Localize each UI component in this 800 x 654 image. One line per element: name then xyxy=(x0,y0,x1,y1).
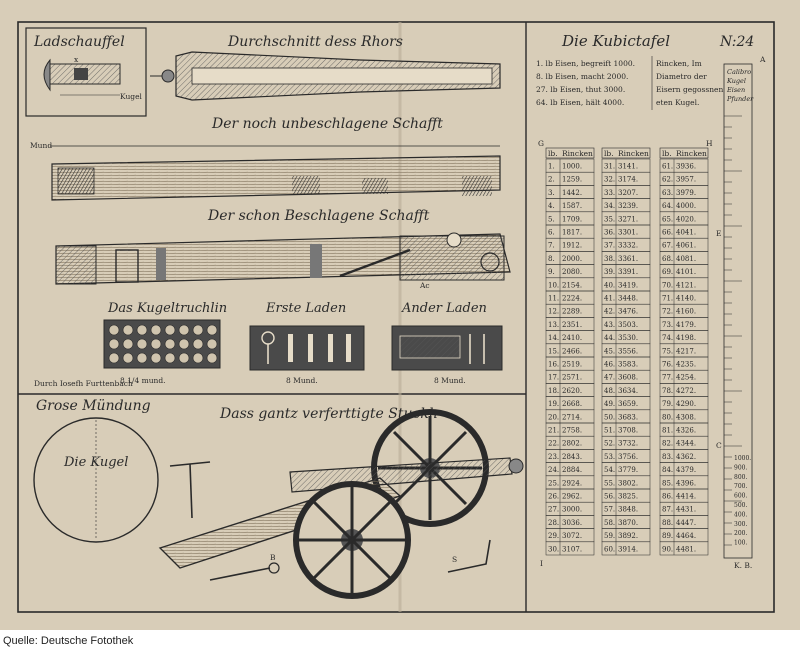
table-weight: 75. xyxy=(662,347,674,356)
intro-line: 1. lb Eisen, begreift 1000. xyxy=(536,59,635,68)
mund-scale-label: Mund xyxy=(30,141,53,150)
table-rincken-value: 3174. xyxy=(618,175,639,184)
shod-stock-drawing xyxy=(56,233,510,284)
table-weight: 81. xyxy=(662,426,674,435)
table-weight: 21. xyxy=(548,426,560,435)
table-rincken-value: 3072. xyxy=(562,532,583,541)
ball-box-drawing xyxy=(104,320,220,368)
table-weight: 30. xyxy=(548,545,560,554)
table-weight: 79. xyxy=(662,400,674,409)
table-weight: 83. xyxy=(662,452,674,461)
intro-right: Eisern gegossnen xyxy=(656,85,724,94)
table-weight: 19. xyxy=(548,400,560,409)
caliber-scale-ticks xyxy=(724,116,751,547)
table-weight: 64. xyxy=(662,202,674,211)
table-weight: 36. xyxy=(604,228,616,237)
table-rincken-value: 2519. xyxy=(562,360,583,369)
scale-value: 200. xyxy=(734,530,748,538)
ball-box-dimension: 8 1/4 mund. xyxy=(120,376,166,385)
table-weight: 18. xyxy=(548,386,560,395)
table-rincken-value: 2884. xyxy=(562,466,583,475)
table-weight: 39. xyxy=(604,268,616,277)
table-weight: 33. xyxy=(604,188,616,197)
plate-number: N:24 xyxy=(720,34,755,50)
table-rincken-value: 3957. xyxy=(676,175,697,184)
table-rincken-value: 4179. xyxy=(676,320,697,329)
intro-line: 27. lb Eisen, thut 3000. xyxy=(536,85,626,94)
table-weight: 37. xyxy=(604,241,616,250)
source-caption: Quelle: Deutsche Fotothek xyxy=(3,635,134,647)
table-rincken-value: 3870. xyxy=(618,518,639,527)
piece-label-b: B xyxy=(270,553,276,562)
table-rincken-value: 2962. xyxy=(562,492,583,501)
table-rincken-value: 3301. xyxy=(618,228,639,237)
table-rincken-value: 3936. xyxy=(676,162,697,171)
table-rincken-value: 4272. xyxy=(676,386,697,395)
table-rincken-value: 3207. xyxy=(618,188,639,197)
table-rincken-value: 4379. xyxy=(676,466,697,475)
table-weight: 5. xyxy=(548,215,555,224)
table-rincken-value: 4431. xyxy=(676,505,697,514)
table-weight: 32. xyxy=(604,175,616,184)
table-rincken-value: 4362. xyxy=(676,452,697,461)
col-header-rinken: Rincken xyxy=(618,149,649,158)
table-rincken-value: 4140. xyxy=(676,294,697,303)
table-rincken-value: 2410. xyxy=(562,334,583,343)
table-rincken-value: 3141. xyxy=(618,162,639,171)
table-weight: 68. xyxy=(662,254,674,263)
table-weight: 86. xyxy=(662,492,674,501)
scale-head-text: Pfunder xyxy=(727,95,754,103)
ball-box-title: Das Kugeltruchlin xyxy=(108,301,228,316)
table-weight: 34. xyxy=(604,202,616,211)
table-rincken-value: 1000. xyxy=(562,162,583,171)
table-weight: 54. xyxy=(604,466,616,475)
scale-value: 100. xyxy=(734,539,748,547)
table-weight: 3. xyxy=(548,188,555,197)
table-weight: 16. xyxy=(548,360,560,369)
caliber-scale-head xyxy=(726,68,754,103)
table-weight: 42. xyxy=(604,307,616,316)
table-rincken-value: 4198. xyxy=(676,334,697,343)
table-rincken-value: 4290. xyxy=(676,400,697,409)
table-weight: 11. xyxy=(548,294,560,303)
table-weight: 58. xyxy=(604,518,616,527)
finished-piece-title: Dass gantz verferttigte Stuckh xyxy=(220,406,438,422)
col-header-rinken: Rincken xyxy=(562,149,593,158)
table-rincken-value: 3239. xyxy=(618,202,639,211)
source-caption-bar xyxy=(0,630,800,654)
table-rincken-value: 3683. xyxy=(618,413,639,422)
scale-value: 700. xyxy=(734,483,748,491)
scale-value: 900. xyxy=(734,464,748,472)
table-rincken-value: 4101. xyxy=(676,268,697,277)
table-rincken-value: 2802. xyxy=(562,439,583,448)
col-header-rinken: Rincken xyxy=(676,149,707,158)
first-drawer-drawing xyxy=(250,326,364,370)
scale-head-text: Calibro xyxy=(727,68,752,76)
table-rincken-value: 4481. xyxy=(676,545,697,554)
table-weight: 73. xyxy=(662,320,674,329)
table-weight: 62. xyxy=(662,175,674,184)
second-drawer-dimension: 8 Mund. xyxy=(434,376,466,385)
table-weight: 4. xyxy=(548,202,555,211)
table-rincken-value: 2758. xyxy=(562,426,583,435)
table-weight: 20. xyxy=(548,413,560,422)
bore-ball-label: Die Kugel xyxy=(64,455,129,470)
second-drawer-title: Ander Laden xyxy=(402,301,487,316)
table-weight: 67. xyxy=(662,241,674,250)
table-weight: 50. xyxy=(604,413,616,422)
table-weight: 59. xyxy=(604,532,616,541)
table-weight: 74. xyxy=(662,334,674,343)
table-rincken-value: 3608. xyxy=(618,373,639,382)
table-rincken-value: 3419. xyxy=(618,281,639,290)
ladschauffel-title: Ladschauffel xyxy=(34,34,125,50)
table-rincken-value: 2620. xyxy=(562,386,583,395)
table-weight: 78. xyxy=(662,386,674,395)
table-letter-e: E xyxy=(716,229,722,238)
table-rincken-value: 4344. xyxy=(676,439,697,448)
table-rincken-value: 2224. xyxy=(562,294,583,303)
table-weight: 77. xyxy=(662,373,674,382)
intro-right: eten Kugel. xyxy=(656,98,700,107)
table-weight: 88. xyxy=(662,518,674,527)
table-letter-i: I xyxy=(540,559,543,568)
table-weight: 1. xyxy=(548,162,555,171)
table-weight: 8. xyxy=(548,254,555,263)
table-rincken-value: 2080. xyxy=(562,268,583,277)
table-rincken-value: 4308. xyxy=(676,413,697,422)
table-weight: 48. xyxy=(604,386,616,395)
first-drawer-dimension: 8 Mund. xyxy=(286,376,318,385)
table-rincken-value: 3583. xyxy=(618,360,639,369)
intro-line: 64. lb Eisen, hält 4000. xyxy=(536,98,625,107)
table-rincken-value: 2000. xyxy=(562,254,583,263)
table-rincken-value: 1587. xyxy=(562,202,583,211)
table-weight: 53. xyxy=(604,452,616,461)
table-rincken-value: 4326. xyxy=(676,426,697,435)
table-letter-h: H xyxy=(706,139,713,148)
table-weight: 22. xyxy=(548,439,560,448)
table-rincken-value: 4121. xyxy=(676,281,697,290)
barrel-section-title: Durchschnitt dess Rhors xyxy=(228,34,403,50)
scale-value: 300. xyxy=(734,520,748,528)
barrel-section-drawing xyxy=(150,52,500,100)
table-rincken-value: 3756. xyxy=(618,452,639,461)
table-weight: 51. xyxy=(604,426,616,435)
table-letter-c: C xyxy=(716,441,722,450)
table-rincken-value: 4217. xyxy=(676,347,697,356)
table-weight: 28. xyxy=(548,518,560,527)
table-weight: 13. xyxy=(548,320,560,329)
table-rincken-value: 2351. xyxy=(562,320,583,329)
table-rincken-value: 1817. xyxy=(562,228,583,237)
table-rincken-value: 3848. xyxy=(618,505,639,514)
table-rincken-value: 1259. xyxy=(562,175,583,184)
col-header-num: lb. xyxy=(548,149,558,158)
table-rincken-value: 3271. xyxy=(618,215,639,224)
piece-label-s: S xyxy=(452,555,458,564)
table-rincken-value: 3979. xyxy=(676,188,697,197)
table-rincken-value: 3825. xyxy=(618,492,639,501)
cube-table-grid xyxy=(546,159,708,555)
table-rincken-value: 3036. xyxy=(562,518,583,527)
intro-right: Rincken, Im xyxy=(656,59,702,68)
table-rincken-value: 4396. xyxy=(676,479,697,488)
table-weight: 80. xyxy=(662,413,674,422)
table-weight: 40. xyxy=(604,281,616,290)
table-weight: 60. xyxy=(604,545,616,554)
author-credit: Durch Iosefh Furttenbach xyxy=(34,379,133,388)
table-weight: 52. xyxy=(604,439,616,448)
table-letter-g: G xyxy=(538,139,544,148)
table-rincken-value: 2714. xyxy=(562,413,583,422)
scale-head-text: Kugel xyxy=(727,77,746,85)
table-rincken-value: 4447. xyxy=(676,518,697,527)
table-rincken-value: 4020. xyxy=(676,215,697,224)
table-rincken-value: 1912. xyxy=(562,241,583,250)
table-rincken-value: 1442. xyxy=(562,188,583,197)
table-rincken-value: 3892. xyxy=(618,532,639,541)
table-rincken-value: 2154. xyxy=(562,281,583,290)
table-weight: 14. xyxy=(548,334,560,343)
table-rincken-value: 4254. xyxy=(676,373,697,382)
table-weight: 41. xyxy=(604,294,616,303)
table-rincken-value: 3332. xyxy=(618,241,639,250)
finished-cannon-drawing xyxy=(160,412,523,596)
table-weight: 71. xyxy=(662,294,674,303)
table-rincken-value: 4464. xyxy=(676,532,697,541)
table-weight: 72. xyxy=(662,307,674,316)
scale-value: 600. xyxy=(734,492,748,500)
table-rincken-value: 3802. xyxy=(618,479,639,488)
table-rincken-value: 4000. xyxy=(676,202,697,211)
col-header-num: lb. xyxy=(662,149,672,158)
table-weight: 69. xyxy=(662,268,674,277)
large-bore-title: Grose Mündung xyxy=(36,398,151,414)
table-weight: 2. xyxy=(548,175,555,184)
table-rincken-value: 3000. xyxy=(562,505,583,514)
table-weight: 76. xyxy=(662,360,674,369)
table-rincken-value: 3530. xyxy=(618,334,639,343)
first-drawer-title: Erste Laden xyxy=(266,301,347,316)
cube-table-title: Die Kubictafel xyxy=(562,32,671,50)
table-rincken-value: 3634. xyxy=(618,386,639,395)
table-weight: 87. xyxy=(662,505,674,514)
table-rincken-value: 3476. xyxy=(618,307,639,316)
table-rincken-value: 4061. xyxy=(676,241,697,250)
scale-value: 800. xyxy=(734,473,748,481)
table-rincken-value: 4414. xyxy=(676,492,697,501)
cube-table-intro xyxy=(536,56,723,110)
table-weight: 10. xyxy=(548,281,560,290)
table-weight: 26. xyxy=(548,492,560,501)
intro-right: Diametro der xyxy=(656,72,707,81)
table-weight: 9. xyxy=(548,268,555,277)
table-weight: 56. xyxy=(604,492,616,501)
ac-label: Ac xyxy=(420,281,430,290)
scale-value: 400. xyxy=(734,511,748,519)
ladle-drawing xyxy=(44,60,120,95)
scale-value: 500. xyxy=(734,502,748,509)
table-weight: 90. xyxy=(662,545,674,554)
scale-head-text: Eisen xyxy=(727,86,746,94)
table-weight: 65. xyxy=(662,215,674,224)
col-header-num: lb. xyxy=(604,149,614,158)
table-rincken-value: 3391. xyxy=(618,268,639,277)
table-weight: 29. xyxy=(548,532,560,541)
table-weight: 27. xyxy=(548,505,560,514)
table-weight: 15. xyxy=(548,347,560,356)
table-weight: 61. xyxy=(662,162,674,171)
table-rincken-value: 1709. xyxy=(562,215,583,224)
table-weight: 12. xyxy=(548,307,560,316)
table-rincken-value: 3556. xyxy=(618,347,639,356)
table-rincken-value: 2843. xyxy=(562,452,583,461)
table-rincken-value: 2668. xyxy=(562,400,583,409)
table-weight: 43. xyxy=(604,320,616,329)
table-weight: 70. xyxy=(662,281,674,290)
table-weight: 25. xyxy=(548,479,560,488)
table-rincken-value: 2289. xyxy=(562,307,583,316)
table-rincken-value: 4041. xyxy=(676,228,697,237)
table-weight: 35. xyxy=(604,215,616,224)
table-rincken-value: 3448. xyxy=(618,294,639,303)
table-weight: 24. xyxy=(548,466,560,475)
table-weight: 84. xyxy=(662,466,674,475)
table-rincken-value: 3732. xyxy=(618,439,639,448)
table-weight: 23. xyxy=(548,452,560,461)
table-rincken-value: 2924. xyxy=(562,479,583,488)
shod-stock-title: Der schon Beschlagene Schafft xyxy=(208,208,430,224)
table-weight: 82. xyxy=(662,439,674,448)
table-weight: 45. xyxy=(604,347,616,356)
table-rincken-value: 4081. xyxy=(676,254,697,263)
unshod-stock-title: Der noch unbeschlagene Schafft xyxy=(212,116,443,132)
table-weight: 63. xyxy=(662,188,674,197)
scale-value: 1000. xyxy=(734,455,752,462)
table-rincken-value: 3107. xyxy=(562,545,583,554)
table-weight: 89. xyxy=(662,532,674,541)
table-weight: 31. xyxy=(604,162,616,171)
table-weight: 46. xyxy=(604,360,616,369)
table-letter-kb: K. B. xyxy=(734,561,753,570)
table-letter-a: A xyxy=(760,55,766,64)
table-weight: 49. xyxy=(604,400,616,409)
table-weight: 38. xyxy=(604,254,616,263)
intro-line: 8. lb Eisen, macht 2000. xyxy=(536,72,629,81)
table-weight: 57. xyxy=(604,505,616,514)
table-rincken-value: 4160. xyxy=(676,307,697,316)
table-rincken-value: 3779. xyxy=(618,466,639,475)
table-weight: 66. xyxy=(662,228,674,237)
second-drawer-drawing xyxy=(392,326,502,370)
table-weight: 17. xyxy=(548,373,560,382)
table-rincken-value: 3659. xyxy=(618,400,639,409)
ladle-kugel-label: Kugel xyxy=(120,92,142,101)
table-rincken-value: 3708. xyxy=(618,426,639,435)
table-weight: 44. xyxy=(604,334,616,343)
table-rincken-value: 3503. xyxy=(618,320,639,329)
table-rincken-value: 2571. xyxy=(562,373,583,382)
table-weight: 47. xyxy=(604,373,616,382)
unshod-stock-drawing xyxy=(50,146,500,200)
table-rincken-value: 3914. xyxy=(618,545,639,554)
table-rincken-value: 4235. xyxy=(676,360,697,369)
table-weight: 55. xyxy=(604,479,616,488)
table-rincken-value: 3361. xyxy=(618,254,639,263)
table-weight: 85. xyxy=(662,479,674,488)
ladle-x-mark: x xyxy=(74,55,79,64)
table-rincken-value: 2466. xyxy=(562,347,583,356)
table-weight: 7. xyxy=(548,241,555,250)
table-weight: 6. xyxy=(548,228,555,237)
